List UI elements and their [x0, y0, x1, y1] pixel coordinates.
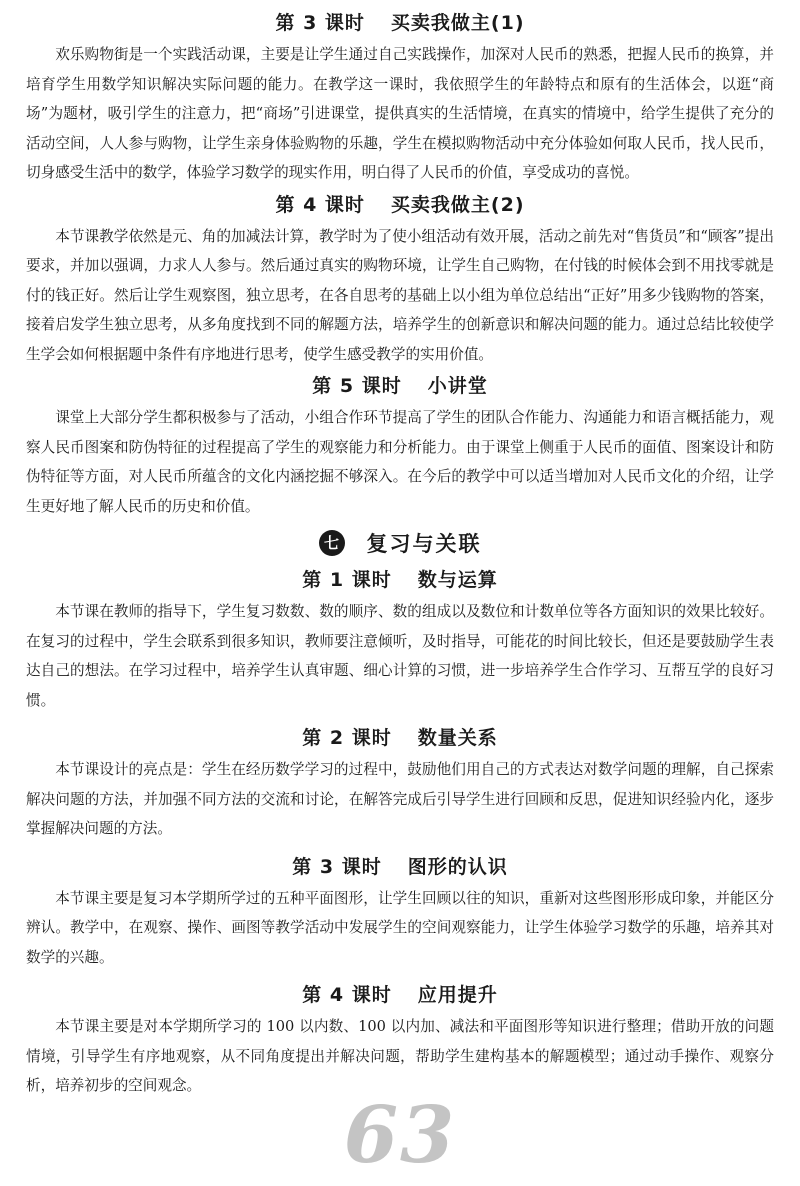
chapter-title: 复习与关联: [366, 532, 482, 556]
page-body: [0, 6, 800, 1101]
lesson-number: 第 5 课时: [312, 375, 402, 397]
lesson-title-buying-1: [0, 6, 800, 40]
lesson-paragraph: 本节课主要是对本学期所学习的 100 以内数、100 以内加、减法和平面图形等知识进行整理；借助开放的问题情境，引导学生有序地观察，从不同角度提出并解决问题，帮助学生建构基本的解题模型；通过动手操作、观察分析，培养初步的空间观念。: [26, 1018, 774, 1094]
lesson-number: 第 2 课时: [302, 727, 392, 749]
lesson-title-application: [0, 978, 800, 1012]
lesson-name: 买卖我做主(1): [390, 12, 525, 34]
chapter-heading: [0, 525, 800, 563]
lesson-number: 第 4 课时: [275, 193, 365, 216]
lesson-name: 小讲堂: [427, 375, 488, 397]
lesson-number: 第 1 课时: [302, 569, 392, 591]
lesson-paragraph: 欢乐购物街是一个实践活动课，主要是让学生通过自己实践操作，加深对人民币的熟悉，把握人民币的换算，并培育学生用数学知识解决实际问题的能力。在教学这一课时，我依照学生的年龄特点和原有的生活体会，以逛“商场”为题材，吸引学生的注意力，把“商场”引进课堂，提供真实的生活情境，在真实的情境中，给学生提供了充分的活动空间，人人参与购物，让学生亲身体验购物的乐趣，学生在模拟购物活动中充分体验如何取人民币，找人民币，切身感受生活中的数学，体验学习数学的现实作用，明白得了人民币的价值，享受成功的喜悦。: [26, 46, 774, 181]
lesson-name: 图形的认识: [407, 855, 508, 878]
lesson-name: 数量关系: [417, 727, 498, 749]
lesson-paragraph: 本节课主要是复习本学期所学过的五种平面图形，让学生回顾以往的知识，重新对这些图形形成印象，并能区分辨认。教学中，在观察、操作、画图等教学活动中发展学生的空间观察能力，让学生体验学习数学的乐趣，培养其对数学的兴趣。: [26, 889, 774, 966]
lesson-title-shapes: [0, 850, 800, 884]
chapter-number-badge: 七: [319, 530, 345, 556]
lesson-paragraph: 本节课教学依然是元、角的加减法计算，教学时为了使小组活动有效开展，活动之前先对“售货员”和“顾客”提出要求，并加以强调，力求人人参与。然后通过真实的购物环境，让学生自己购物，在付钱的时候体会到不用找零就是付的钱正好。然后让学生观察图，独立思考，在各自思考的基础上以小组为单位总结出“正好”用多少钱购物的答案，接着启发学生独立思考，从多角度找到不同的解题方法，培养学生的创新意识和解决问题的能力。通过总结比较使学生学会如何根据题中条件有序地进行思考，使学生感受教学的实用价值。: [26, 227, 774, 363]
lesson-name: 数与运算: [417, 569, 498, 591]
lesson-name: 买卖我做主(2): [390, 193, 525, 216]
lesson-paragraph: 本节课设计的亮点是：学生在经历数学学习的过程中，鼓励他们用自己的方式表达对数学问题的理解，自己探索解决问题的方法，并加强不同方法的交流和讨论，在解答完成后引导学生进行回顾和反思，促进知识经验内化，逐步掌握解决问题的方法。: [26, 761, 774, 837]
lesson-number: 第 4 课时: [302, 984, 392, 1006]
lesson-number: 第 3 课时: [275, 12, 365, 34]
lesson-paragraph: 本节课在教师的指导下，学生复习数数、数的顺序、数的组成以及数位和计数单位等各方面知识的效果比较好。在复习的过程中，学生会联系到很多知识，教师要注意倾听，及时指导，可能花的时间比较长，但还是要鼓励学生表达自己的想法。在学习过程中，培养学生认真审题、细心计算的习惯，进一步培养学生合作学习、互帮互学的良好习惯。: [26, 603, 774, 709]
page-number: 63: [343, 1090, 457, 1181]
lesson-number: 第 3 课时: [292, 855, 382, 878]
lesson-title-numbers: [0, 563, 800, 597]
lesson-paragraph: 课堂上大部分学生都积极参与了活动，小组合作环节提高了学生的团队合作能力、沟通能力和语言概括能力，观察人民币图案和防伪特征的过程提高了学生的观察能力和分析能力。由于课堂上侧重于人民币的面值、图案设计和防伪特征等方面，对人民币所蕴含的文化内涵挖掘不够深入。在今后的教学中可以适当增加对人民币文化的介绍，让学生更好地了解人民币的历史和价值。: [26, 409, 774, 515]
lesson-title-quantity: [0, 721, 800, 755]
lesson-title-lecture: [0, 369, 800, 403]
lesson-title-buying-2: [0, 188, 800, 222]
lesson-name: 应用提升: [417, 984, 498, 1006]
